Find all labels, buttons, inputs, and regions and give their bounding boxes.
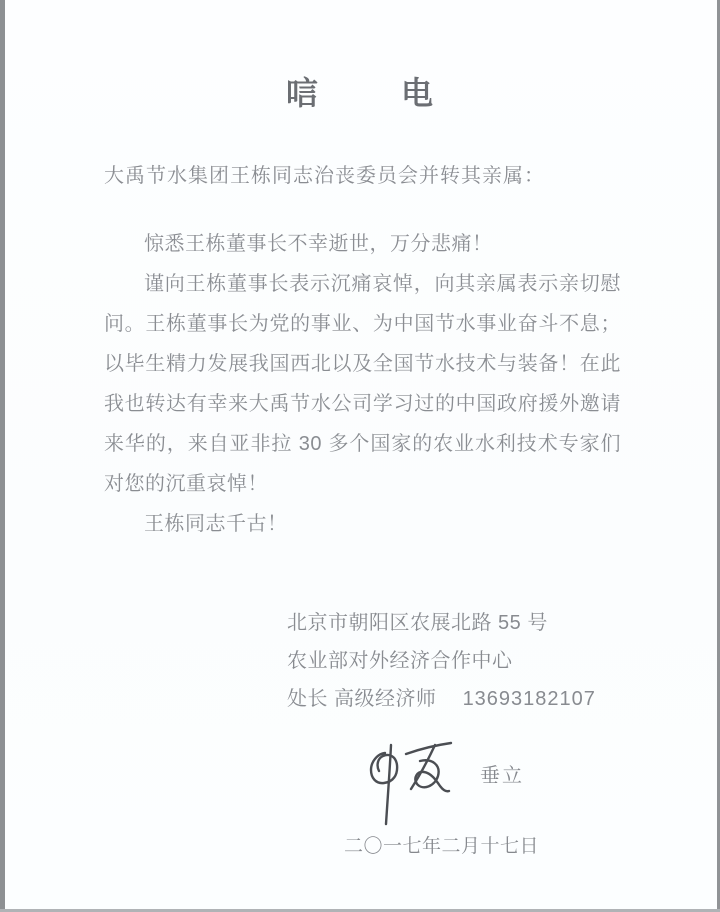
letter-date: 二〇一七年二月十七日 <box>344 836 540 857</box>
sender-titles: 处长 高级经济师 <box>287 688 437 710</box>
address-line-2: 农业部对外经济合作中心 <box>287 650 513 672</box>
paragraph-1: 惊悉王栋董事长不幸逝世，万分悲痛！ <box>144 233 493 255</box>
address-line-1: 北京市朝阳区农展北路 55 号 <box>287 612 548 634</box>
paragraph-2: 谨向王栋董事长表示沉痛哀悼，向其亲属表示亲切慰问。王栋董事长为党的事业、为中国节水事业奋斗不息；以毕生精力发展我国西北以及全国节水技术与装备！在此我也转达有幸来大禹节水公司学习过的中国政府援外邀请来华的，来自亚非拉 30 多个国家的农业水利技术专家们对您的沉重哀悼！ <box>104 273 621 495</box>
title-char-2: 电 <box>401 75 435 111</box>
contact-line <box>287 680 596 718</box>
letter-body <box>104 224 621 544</box>
handwritten-signature <box>350 733 470 828</box>
scan-edge-left <box>0 0 5 912</box>
salutation-line: 大禹节水集团王栋同志治丧委员会并转其亲属： <box>104 165 545 187</box>
title-char-1: 唁 <box>285 75 319 111</box>
sender-address-block <box>287 604 596 718</box>
letter-title <box>0 68 720 114</box>
signature-row <box>350 733 524 828</box>
paragraph-3-signoff: 王栋同志千古！ <box>144 513 288 535</box>
phone-number: 13693182107 <box>462 688 596 710</box>
signature-label: 垂立 <box>480 765 524 787</box>
